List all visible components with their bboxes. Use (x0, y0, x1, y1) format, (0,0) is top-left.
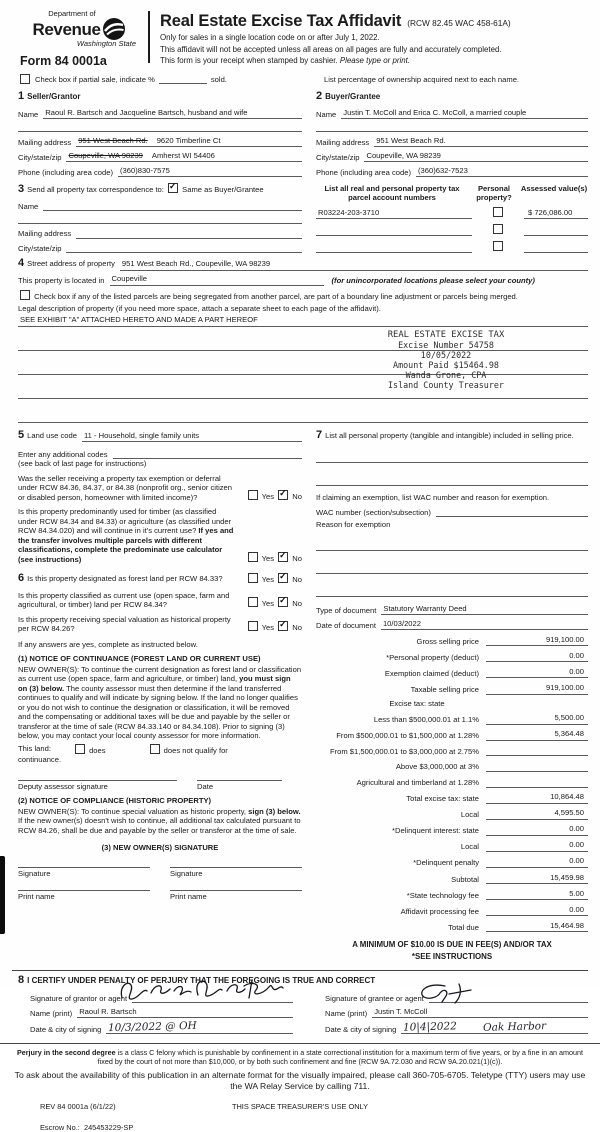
legal-line[interactable] (18, 410, 588, 423)
exemption-note: If claiming an exemption, list WAC number and reason for exemption. (316, 493, 550, 503)
partial-sale-percent-field[interactable] (159, 83, 207, 84)
located-in-label: This property is located in (18, 276, 105, 286)
personal-property-checkbox[interactable] (493, 207, 503, 217)
no-checkbox[interactable] (278, 597, 288, 607)
perjury-notice: Perjury in the second degree is a class C felony which is punishable by confinement in a state correctional institution for a maximum term of five years, or by a fine in an amount fixed by the court of not more than $10,000, or by both such confinement and fine (RCW 9A.72.030 and RCW 9A.20.021(1)(c)). (16, 1048, 584, 1067)
seller-name-overflow-field[interactable] (18, 119, 302, 132)
wac-number-field[interactable] (436, 506, 588, 517)
tax-row-label: Agricultural and timberland at 1.28% (356, 778, 479, 788)
tax-row-label: Subtotal (451, 874, 479, 884)
seller-name-field[interactable]: Raoul R. Bartsch and Jacqueline Bartsch, husband and wife (43, 108, 302, 119)
tax-row (316, 873, 588, 884)
timber-yes-no[interactable]: Yes ✓ No (246, 552, 302, 564)
assessed-value-field[interactable] (524, 242, 588, 253)
yes-checkbox[interactable] (248, 597, 258, 607)
form-title: Real Estate Excise Tax Affidavit (160, 12, 402, 30)
buyer-mailing-field[interactable]: 951 West Beach Rd. (374, 136, 588, 147)
seller-phone-field[interactable]: (360)830-7575 (118, 166, 302, 177)
reason-for-exemption-label: Reason for exemption (316, 520, 391, 530)
accessibility-notice: To ask about the availability of this publication in an alternate format for the visually impaired, please call 360-705-6705. Teletype (TTY) users may use the WA Relay Service by calling 711. (14, 1070, 586, 1092)
seller-phone-label: Phone (including area code) (18, 167, 113, 177)
parcel-row (316, 224, 588, 236)
tax-row-value[interactable]: 5,500.00 (486, 713, 588, 724)
doc-type-label: Type of document (316, 605, 377, 615)
scan-artifact (0, 856, 5, 934)
notice1-body: NEW OWNER(S): To continue the current designation as forest land or classification as current use (open space, farm and agriculture, or timber) land, you must sign on (3) below. The county assessor must then determine if the land transferred continues to qualify and will indicate by signing below. If the land no longer qualifies or you do not wish to continue the designation or classification, it will be removed and the compensating or additional taxes will be due and payable by the seller or transferor at the time of sale (RCW 84.33.140 or 84.34.108). Prior to signing (3) below, you may contact your local county assessor for more information. (18, 664, 302, 741)
tax-row (316, 905, 588, 916)
current-use-question: Is this property classified as current use (open space, farm and agricultural, or timber) land per RCW 84.34? (18, 590, 230, 610)
tax-row-value[interactable]: 15,459.98 (486, 873, 588, 884)
partial-sale-label: Check box if partial sale, indicate % (35, 74, 155, 84)
no-checkbox[interactable] (278, 490, 288, 500)
tax-row (316, 699, 588, 708)
does-not-label: does not qualify for (163, 745, 228, 755)
certify-statement: 8 I CERTIFY UNDER PENALTY OF PERJURY THAT THE FOREGOING IS TRUE AND CORRECT (18, 974, 376, 987)
section5-landuse-label: 5 Land use code (18, 428, 77, 441)
legal-description-label: Legal description of property (if you need more space, attach a separate sheet to each page of the affidavit). (18, 303, 381, 313)
tax-row-label: Local (460, 810, 479, 820)
section2-header: 2 Buyer/Grantee (316, 90, 381, 103)
buyer-phone-field[interactable]: (360)632-7523 (416, 166, 588, 177)
grantee-date-label: Date & city of signing (325, 1024, 397, 1034)
timber-question: Is this property predominantly used for timber (as classified under RCW 84.34 and 84.33) or agriculture (as classified under RCW 84.34.020) and will continue in it's current use? If yes and the transfer involves multiple parcels with different classifications, complete the predominate use calculator (see instructions) (18, 507, 234, 564)
parcel-number-field[interactable]: R03224-203-3710 (316, 208, 472, 219)
seller-mailing-label: Mailing address (18, 137, 72, 147)
if-yes-note: If any answers are yes, complete as instructed below. (18, 639, 198, 649)
tax-row-value[interactable]: 0.00 (486, 667, 588, 678)
new-owner-signature-line-1[interactable]: Signature (18, 867, 150, 878)
tax-row-value[interactable]: 0.00 (486, 905, 588, 916)
deputy-date-line[interactable]: Date (197, 780, 282, 791)
grantee-name-label: Name (print) (325, 1008, 368, 1018)
dept-of-label: Department of (48, 9, 96, 18)
rev-number: REV 84 0001a (6/1/22) (40, 1101, 116, 1111)
tax-row (316, 651, 588, 662)
assessed-value-field[interactable] (524, 225, 588, 236)
tax-row-value[interactable]: 5.00 (486, 889, 588, 900)
personal-property-checkbox[interactable] (493, 241, 503, 251)
tax-row-value[interactable]: 0.00 (486, 651, 588, 662)
dor-logo (18, 9, 140, 69)
minimum-due-note: A MINIMUM OF $10.00 IS DUE IN FEE(S) AND/OR TAX *SEE INSTRUCTIONS (352, 940, 552, 961)
grantee-signature-label: Signature of grantee or agent (325, 993, 424, 1003)
section1-header: 1 Seller/Grantor (18, 90, 81, 103)
tax-row (316, 777, 588, 788)
tax-row-value[interactable] (486, 761, 588, 772)
doc-date-label: Date of document (316, 620, 376, 630)
tax-row-label: *Personal property (deduct) (386, 652, 479, 662)
sold-label: sold. (210, 74, 227, 84)
tax-row-label: Total due (448, 922, 479, 932)
tax-row-value[interactable]: 15,464.98 (486, 921, 588, 932)
buyer-name-label: Name (316, 109, 337, 119)
tax-row (316, 761, 588, 772)
tax-row-label: Affidavit processing fee (400, 906, 479, 916)
grantor-name-field[interactable]: Raoul R. Bartsch (77, 1007, 293, 1018)
grantee-name-field[interactable]: Justin T. McColl (372, 1007, 588, 1018)
tax-row (316, 635, 588, 646)
tax-row-value[interactable]: 0.00 (486, 840, 588, 851)
notice2-title: (2) NOTICE OF COMPLIANCE (HISTORIC PROPERTY) (18, 796, 212, 806)
header-note-3: This form is your receipt when stamped by cashier. Please type or print. (160, 55, 410, 65)
washington-state-label: Washington State (76, 39, 136, 49)
yes-checkbox[interactable] (248, 621, 258, 631)
grantee-signature-ink (411, 980, 501, 1006)
grantor-date-label: Date & city of signing (30, 1024, 102, 1034)
buyer-name-overflow-field[interactable] (316, 119, 588, 132)
new-owner-print-line-1[interactable]: Print name (18, 890, 150, 901)
notice3-title: (3) NEW OWNER(S) SIGNATURE (101, 843, 219, 853)
land-use-code-field[interactable]: 11 - Household, single family units (82, 431, 302, 442)
treasurer-use-label: THIS SPACE TREASURER'S USE ONLY (231, 1101, 369, 1111)
seller-mailing-field[interactable]: 951 West Beach Rd. 9620 Timberline Ct (76, 136, 302, 147)
tax-row-label: Exemption claimed (deduct) (384, 668, 479, 678)
additional-codes-field[interactable] (113, 448, 303, 459)
parcel-table (316, 207, 588, 253)
county-note: (for unincorporated locations please select your county) (331, 276, 535, 286)
land-does-checkbox[interactable] (75, 744, 85, 754)
legal-description-field[interactable]: SEE EXHIBIT "A" ATTACHED HERETO AND MADE A PART HEREOF (18, 315, 588, 326)
legal-description-extra-lines (18, 329, 588, 423)
tax-row-value[interactable]: 0.00 (486, 824, 588, 835)
tax-row (316, 683, 588, 694)
excise-tax-table (316, 635, 588, 932)
new-owner-signature-line-2[interactable]: Signature (170, 867, 302, 878)
notice2-body: NEW OWNER(S): To continue special valuation as historic property, sign (3) below. If the new owner(s) doesn't wish to continue, all additional tax calculated pursuant to RCW 84.26, shall be due and payable by the seller or transferor at the time of sale. (18, 806, 301, 835)
header-note-2: This affidavit will not be accepted unless all areas on all pages are fully and accurately completed. (160, 44, 502, 54)
tax-row-label: *Delinquent interest: state (392, 826, 479, 836)
correspondence-mailing-label: Mailing address (18, 229, 72, 239)
tax-row-label: *State technology fee (406, 890, 479, 900)
form-header (0, 0, 600, 69)
tax-row (316, 808, 588, 819)
form-number: Form 84 0001a (20, 53, 107, 68)
tax-row (316, 792, 588, 803)
does-label: does (89, 745, 106, 755)
tax-row-label: Less than $500,000.01 at 1.1% (373, 715, 479, 725)
tax-row (316, 667, 588, 678)
escrow-number: Escrow No.: 245453229-SP (40, 1123, 134, 1132)
wac-number-label: WAC number (section/subsection) (316, 507, 431, 517)
correspondence-city-label: City/state/zip (18, 243, 62, 253)
tax-row-label: Gross selling price (416, 636, 479, 646)
seller-name-label: Name (18, 109, 39, 119)
historic-question: Is this property receiving special valuation as historical property per RCW 84.26? (18, 614, 231, 634)
additional-codes-label: Enter any additional codes (18, 449, 108, 459)
doc-date-field[interactable]: 10/03/2022 (381, 619, 588, 630)
forest-land-yes-no[interactable]: Yes ✓ No (246, 573, 302, 585)
parcel-table-header: List all real and personal property tax parcel account numbers Personal property? Assessed value(s) (324, 184, 588, 203)
tax-row-label: From $500,000.01 to $1,500,000 at 1.28% (336, 731, 479, 741)
revenue-wordmark: Revenue (32, 19, 101, 39)
parcel-number-field[interactable] (316, 225, 472, 236)
correspondence-name-label: Name (18, 201, 39, 211)
land-qualify-row (18, 744, 302, 755)
exemption-yes-no[interactable]: Yes ✓ No (246, 490, 302, 502)
tax-row-label: *Delinquent penalty (413, 858, 479, 868)
tax-row (316, 729, 588, 740)
yes-checkbox[interactable] (248, 573, 258, 583)
buyer-name-field[interactable]: Justin T. McColl and Erica C. McColl, a married couple (341, 108, 588, 119)
section7-intro: 7 List all personal property (tangible and intangible) included in selling price. (316, 428, 574, 441)
segregated-note: Check box if any of the listed parcels are being segregated from another parcel, are part of a boundary line adjustment or parcels being merged. (34, 291, 518, 301)
header-note-1: Only for sales in a single location code on or after July 1, 2022. (160, 33, 380, 43)
grantor-signature-ink (116, 976, 286, 1006)
correspondence-city-field[interactable] (66, 242, 302, 253)
personal-property-line[interactable] (316, 450, 588, 463)
tax-row-value[interactable]: 10,864.48 (486, 792, 588, 803)
exemption-question: Was the seller receiving a property tax exemption or deferral under RCW 84.36, 84.37, or 84.38 (nonprofit org., senior citizen or disabled person, homeowner with limited income)? (18, 473, 233, 502)
land-does-not-checkbox[interactable] (150, 744, 160, 754)
segregated-checkbox[interactable] (20, 290, 30, 300)
tax-row-label: Above $3,000,000 at 3% (395, 762, 479, 772)
treasurer-stamp: REAL ESTATE EXCISE TAX Excise Number 54758 10/05/2022 Amount Paid $15464.98 Wanda Grone, CPA Island County Treasurer (387, 329, 505, 391)
personal-property-checkbox[interactable] (493, 224, 503, 234)
section4-street-label: 4 Street address of property (18, 256, 115, 269)
tax-row (316, 889, 588, 900)
deputy-assessor-signature-line[interactable]: Deputy assessor signature (18, 780, 177, 791)
doc-type-field[interactable]: Statutory Warranty Deed (381, 604, 588, 615)
grantor-signature-label: Signature of grantor or agent (30, 993, 128, 1003)
tax-row (316, 713, 588, 724)
seller-city-field[interactable]: Coupeville, WA 98239 Amherst WI 54406 (66, 151, 302, 162)
tax-row-value[interactable]: 919,100.00 (486, 683, 588, 694)
tax-row-label: Local (460, 842, 479, 852)
tax-row-value[interactable]: 5,364.48 (486, 729, 588, 740)
yes-checkbox[interactable] (248, 552, 258, 562)
current-use-yes-no[interactable]: Yes ✓ No (246, 597, 302, 609)
tax-row-value[interactable] (486, 777, 588, 788)
buyer-city-label: City/state/zip (316, 152, 360, 162)
personal-property-line[interactable] (316, 473, 588, 486)
located-in-field[interactable]: Coupeville (110, 274, 324, 285)
buyer-mailing-label: Mailing address (316, 137, 370, 147)
correspondence-name-field[interactable] (43, 200, 302, 211)
ownership-note: List percentage of ownership acquired next to each name. (324, 74, 520, 84)
tax-row-value[interactable]: 919,100.00 (486, 635, 588, 646)
tax-row (316, 921, 588, 932)
reason-line[interactable] (316, 561, 588, 574)
reason-line[interactable] (316, 584, 588, 597)
historic-yes-no[interactable]: Yes ✓ No (246, 621, 302, 633)
parcel-row (316, 241, 588, 253)
new-owner-print-line-2[interactable]: Print name (170, 890, 302, 901)
tax-row-value[interactable]: 0.00 (486, 856, 588, 867)
rcw-reference: (RCW 82.45 WAC 458-61A) (407, 18, 511, 28)
grantor-date-field[interactable]: 10/3/2022 @ OH (106, 1022, 293, 1035)
property-street-field[interactable]: 951 West Beach Rd., Coupeville, WA 98239 (120, 259, 588, 270)
tax-row-label: Taxable selling price (410, 685, 479, 695)
tax-row (316, 745, 588, 756)
same-as-buyer-checkbox[interactable] (168, 183, 178, 193)
no-checkbox[interactable] (278, 621, 288, 631)
tax-row (316, 856, 588, 867)
partial-sale-checkbox[interactable] (20, 74, 30, 84)
assessed-value-field[interactable]: $ 726,086.00 (524, 208, 588, 219)
tax-row-label: Total excise tax: state (406, 794, 479, 804)
reason-line[interactable] (316, 538, 588, 551)
additional-codes-note: (see back of last page for instructions) (18, 459, 147, 469)
no-checkbox[interactable] (278, 573, 288, 583)
no-checkbox[interactable] (278, 552, 288, 562)
buyer-city-field[interactable]: Coupeville, WA 98239 (364, 151, 588, 162)
correspondence-name-overflow-field[interactable] (18, 211, 302, 224)
grantee-date-field[interactable]: 10|4|2022 Oak Harbor (401, 1022, 588, 1035)
parcel-row (316, 207, 588, 219)
yes-checkbox[interactable] (248, 490, 258, 500)
tax-subheader: Excise tax: state (389, 699, 445, 709)
notice1-title: (1) NOTICE OF CONTINUANCE (FOREST LAND OR CURRENT USE) (18, 654, 261, 664)
tax-row (316, 824, 588, 835)
tax-row-label: From $1,500,000.01 to $3,000,000 at 2.75% (329, 746, 479, 756)
continuance-label: continuance. (18, 755, 62, 765)
seller-city-label: City/state/zip (18, 152, 62, 162)
same-as-buyer-label: Same as Buyer/Grantee (182, 185, 264, 195)
dor-swirl-icon (101, 17, 126, 41)
grantor-name-label: Name (print) (30, 1008, 73, 1018)
tax-row-value[interactable] (486, 745, 588, 756)
tax-row-value[interactable]: 4,595.50 (486, 808, 588, 819)
this-land-label: This land: (18, 743, 51, 753)
header-divider (148, 11, 150, 63)
section3-header: 3 Send all property tax correspondence to: ✓ Same as Buyer/Grantee (18, 183, 302, 197)
parcel-number-field[interactable] (316, 242, 472, 253)
correspondence-mailing-field[interactable] (76, 228, 302, 239)
forest-land-question: 6 Is this property designated as forest land per RCW 84.33? (18, 572, 223, 585)
buyer-phone-label: Phone (including area code) (316, 167, 411, 177)
tax-row (316, 840, 588, 851)
